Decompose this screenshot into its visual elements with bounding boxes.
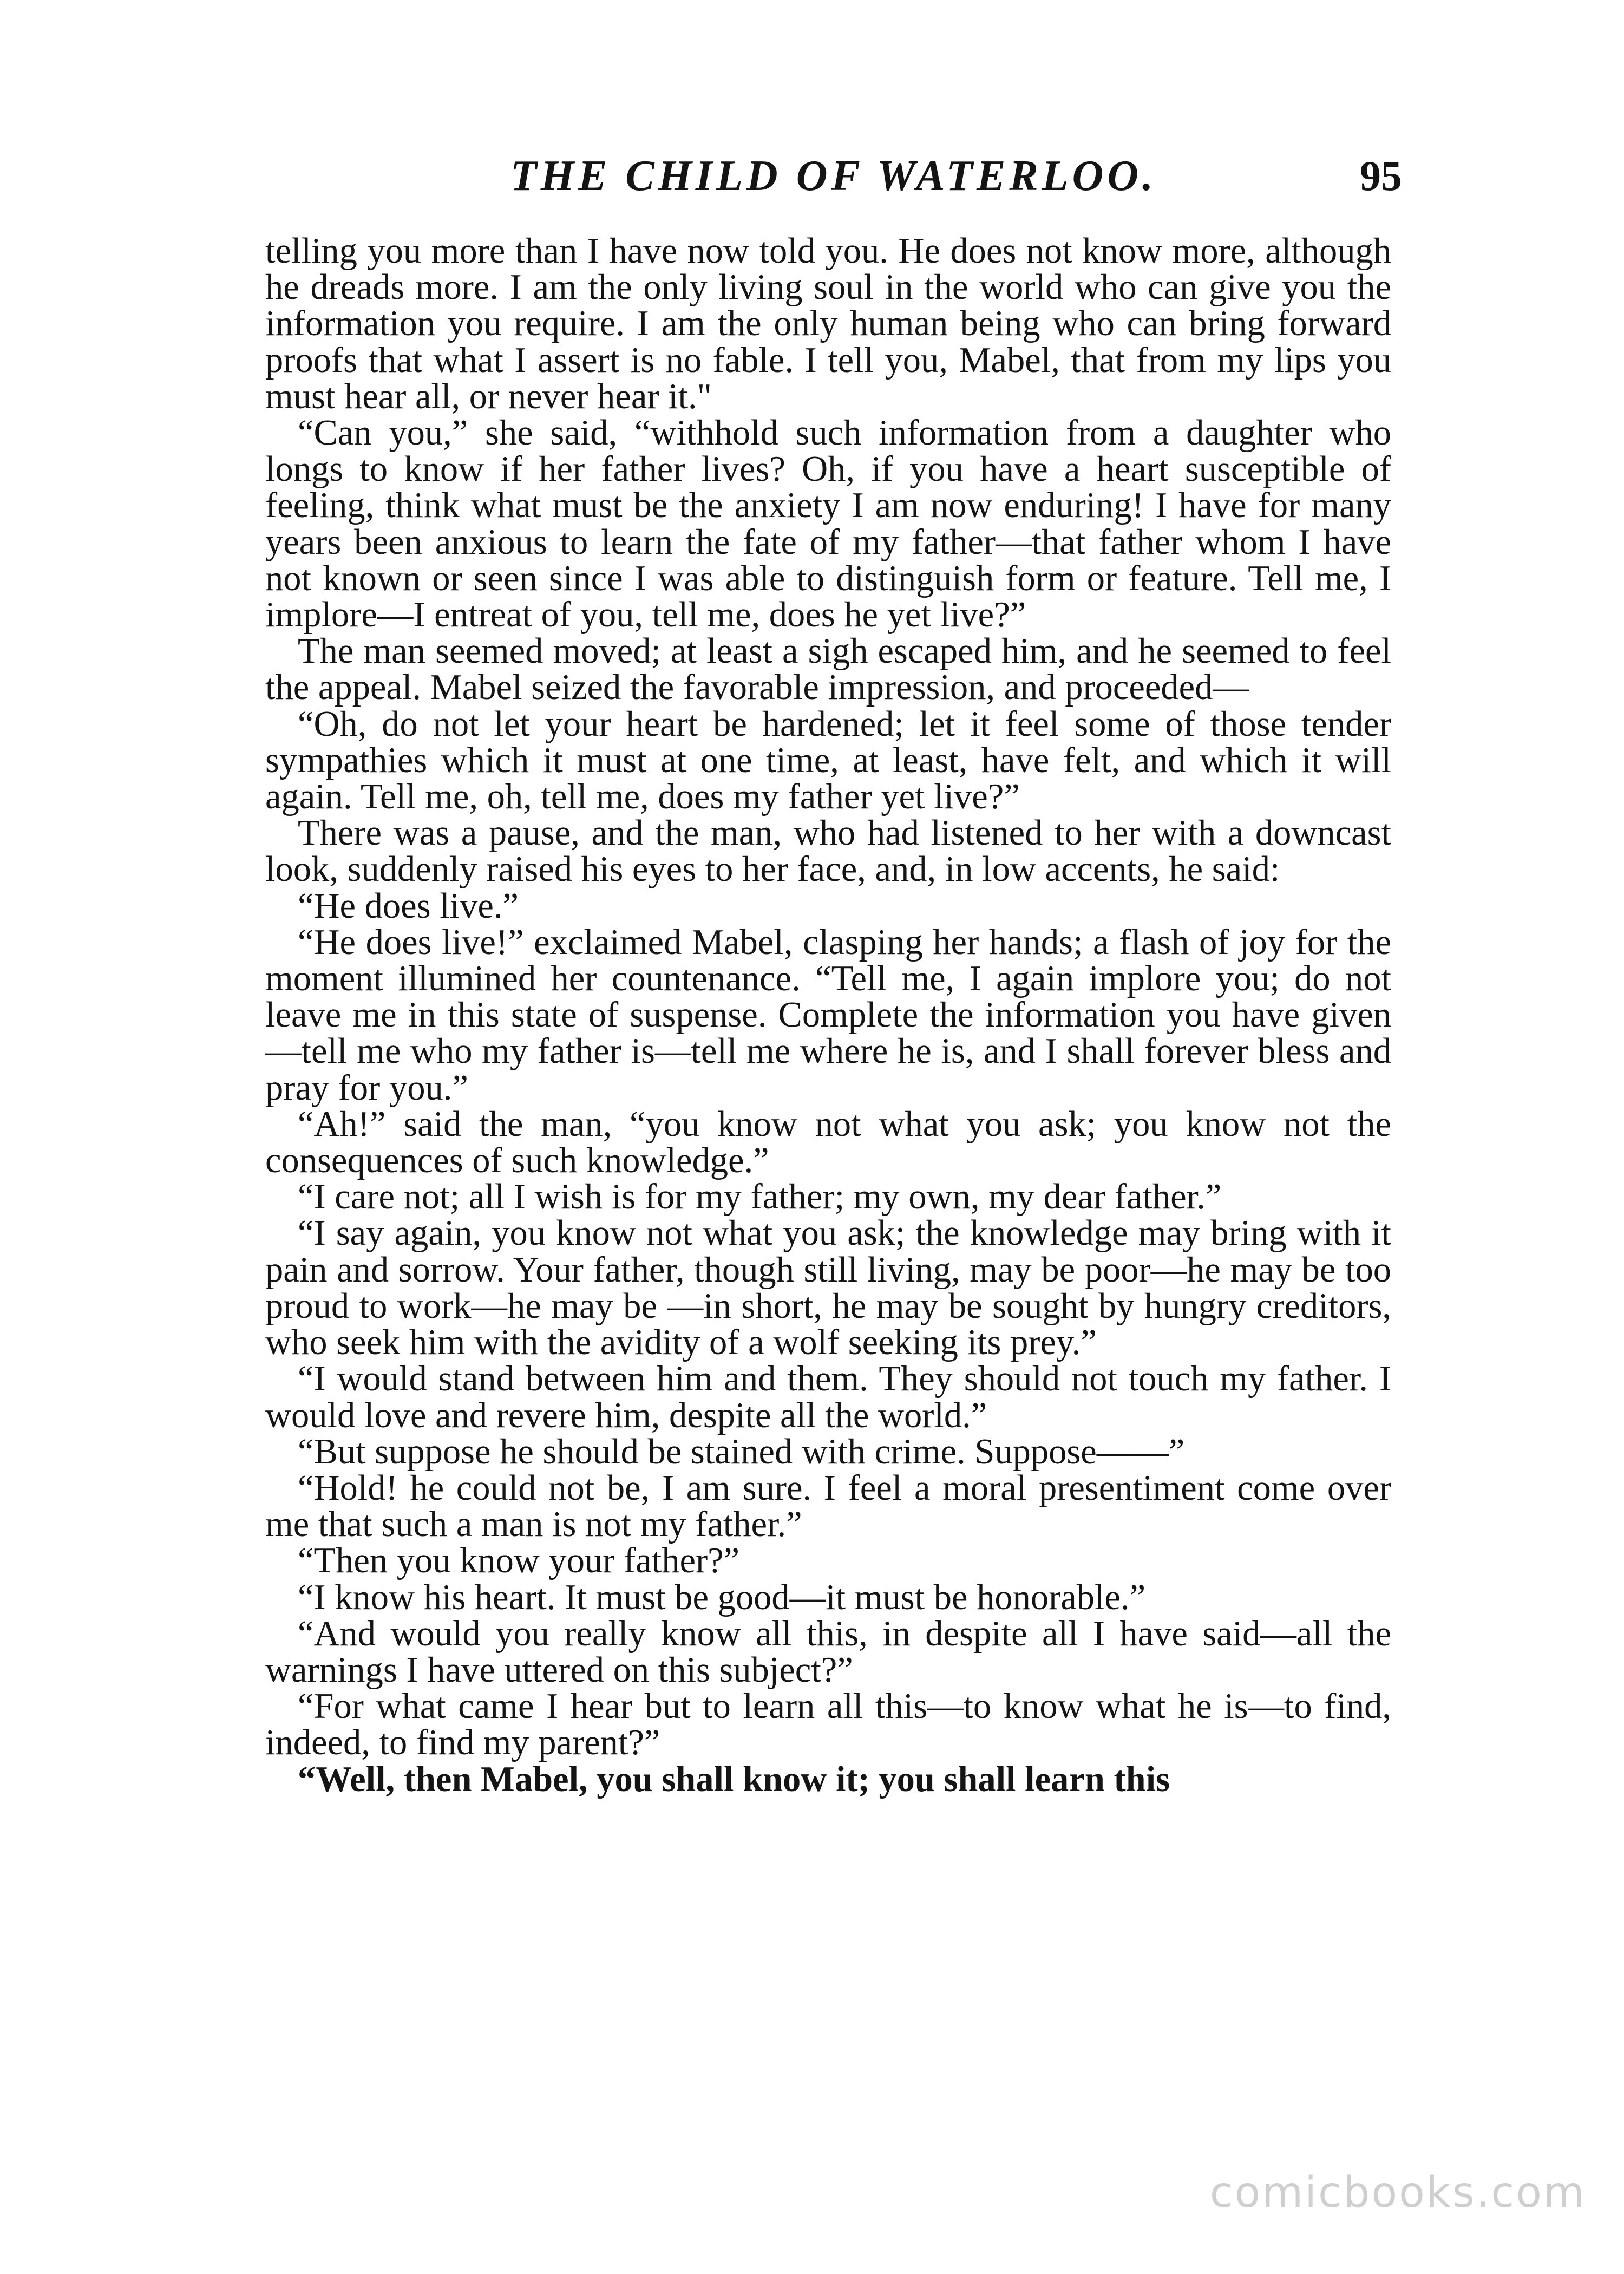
running-header xyxy=(265,146,1402,206)
page-number: 95 xyxy=(1360,152,1402,199)
paragraph: “He does live!” exclaimed Mabel, clasping her hands; a flash of joy for the moment illumined her countenance. “Tell me, I again implore you; do not leave me in this state of suspense. Complete the information you have given—tell me who my father is—tell me where he is, and I shall forever bless and pray for you.” xyxy=(265,922,1391,1108)
paragraph: There was a pause, and the man, who had listened to her with a downcast look, suddenly raised his eyes to her face, and, in low accents, he said: xyxy=(265,813,1391,890)
paragraph: “I care not; all I wish is for my father; my own, my dear father.” xyxy=(298,1177,1222,1217)
paragraph: “I say again, you know not what you ask; the knowledge may bring with it pain and sorrow. Your father, though still living, may be poor—he may be too proud to work—he may be —in short, he may be sought by hungry creditors, who seek him with the avidity of a wolf seeking its prey.” xyxy=(265,1213,1391,1363)
paragraph: telling you more than I have now told you. He does not know more, although he dreads more. I am the only living soul in the world who can give you the information you require. I am the only human being who can bring forward proofs that what I assert is no fable. I tell you, Mabel, that from my lips you must hear all, or never hear it." xyxy=(265,231,1391,416)
running-title: THE CHILD OF WATERLOO. xyxy=(510,152,1157,200)
paragraph: “Then you know your father?” xyxy=(298,1541,740,1581)
paragraph: “Can you,” she said, “withhold such information from a daughter who longs to know if her father lives? Oh, if you have a heart susceptible of feeling, think what must be the anxiety I am now enduring! I have for many years been anxious to learn the fate of my father—that father whom I have not known or seen since I was able to distinguish form or feature. Tell me, I implore—I entreat of you, tell me, does he yet live?” xyxy=(265,413,1391,635)
paragraph: “He does live.” xyxy=(298,886,519,926)
paragraph: “For what came I hear but to learn all this—to know what he is—to find, indeed, to find my parent?” xyxy=(265,1687,1391,1763)
paragraph: “But suppose he should be stained with crime. Suppose——” xyxy=(298,1432,1185,1472)
paragraph: “Hold! he could not be, I am sure. I feel a moral presentiment come over me that such a man is not my father.” xyxy=(265,1468,1391,1545)
body-text xyxy=(265,233,1391,1798)
paragraph-last-line: “Well, then Mabel, you shall know it; you shall learn this xyxy=(298,1759,1170,1799)
paragraph: The man seemed moved; at least a sigh escaped him, and he seemed to feel the appeal. Mabel seized the favorable impression, and proceeded— xyxy=(265,631,1391,708)
paragraph: “I would stand between him and them. They should not touch my father. I would love and revere him, despite all the world.” xyxy=(265,1359,1391,1435)
paragraph: “Ah!” said the man, “you know not what you ask; you know not the consequences of such knowledge.” xyxy=(265,1104,1391,1181)
paragraph: “Oh, do not let your heart be hardened; let it feel some of those tender sympathies which it must at one time, at least, have felt, and which it will again. Tell me, oh, tell me, does my father yet live?” xyxy=(265,704,1391,817)
paragraph: “I know his heart. It must be good—it must be honorable.” xyxy=(298,1577,1146,1617)
watermark: comicbooks.com xyxy=(1209,2168,1586,2217)
paragraph: “And would you really know all this, in despite all I have said—all the warnings I have uttered on this subject?” xyxy=(265,1613,1391,1690)
